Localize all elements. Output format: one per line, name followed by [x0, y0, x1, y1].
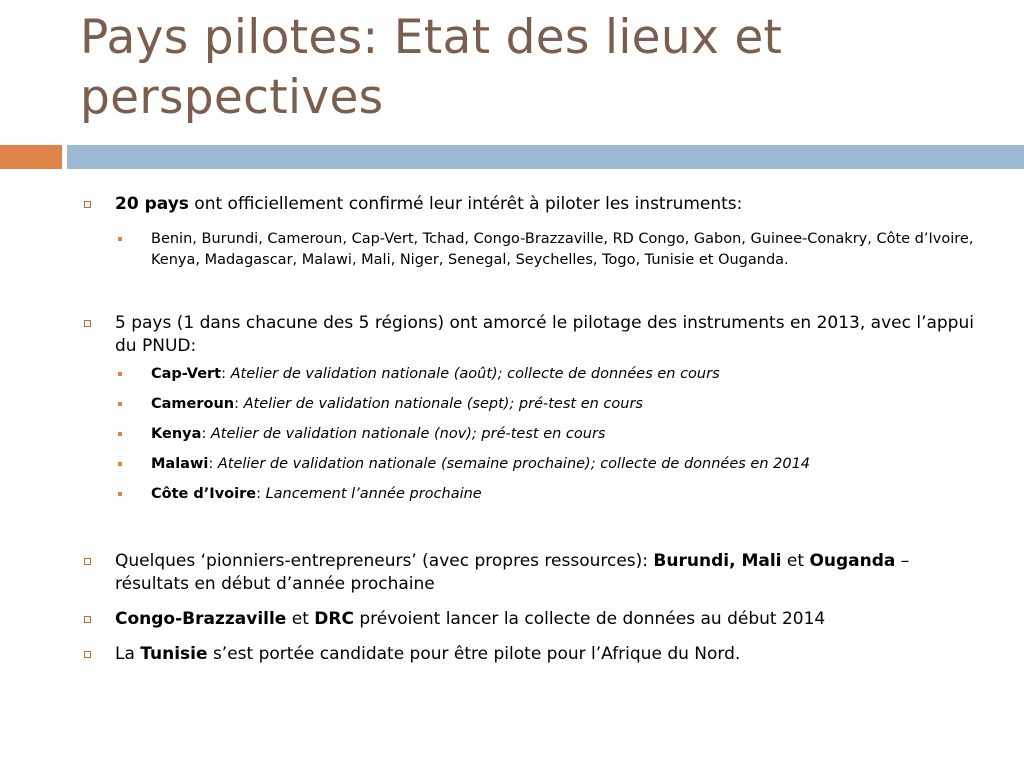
separator: :: [256, 486, 266, 502]
bullet-bold: Congo-Brazzaville: [115, 609, 287, 629]
title-rule-bar: [67, 145, 1024, 169]
country-name: Malawi: [151, 456, 209, 472]
filled-square-bullet-icon: [118, 462, 122, 466]
bullet-text: ont officiellement confirmé leur intérêt à piloter les instruments:: [188, 194, 743, 214]
square-bullet-icon: [84, 201, 91, 208]
bullet-text: s’est portée candidate pour être pilote pour l’Afrique du Nord.: [207, 644, 741, 664]
bullet-text: La: [115, 644, 141, 664]
slide-body: [84, 193, 984, 666]
bullet-text: prévoient lancer la collecte de données au début 2014: [353, 609, 826, 629]
bullet-bold: 20 pays: [115, 194, 189, 214]
country-status: Lancement l’année prochaine: [265, 486, 482, 502]
bullet-bold: Burundi, Mali: [653, 551, 782, 571]
sub-bullet-malawi: [115, 454, 984, 475]
country-name: Kenya: [151, 426, 202, 442]
square-bullet-icon: [84, 320, 91, 327]
bullet-bold: DRC: [314, 609, 354, 629]
slide-title: Pays pilotes: Etat des lieux et perspectives: [80, 10, 783, 125]
filled-square-bullet-icon: [118, 402, 122, 406]
bullet-bold: Tunisie: [140, 644, 208, 664]
country-list-text: Benin, Burundi, Cameroun, Cap-Vert, Tchad, Congo-Brazzaville, RD Congo, Gabon, Guinee-Conakry, Côte d’Ivoire, Kenya, Madagascar, Malawi, Mali, Niger, Senegal, Seychelles, Togo, Tunisie et Ouganda.: [151, 231, 974, 268]
separator: :: [234, 396, 244, 412]
filled-square-bullet-icon: [118, 372, 122, 376]
separator: :: [208, 456, 218, 472]
filled-square-bullet-icon: [118, 237, 122, 241]
title-rule-accent: [0, 145, 62, 169]
filled-square-bullet-icon: [118, 492, 122, 496]
bullet-text: et: [286, 609, 315, 629]
country-status: Atelier de validation nationale (nov); pré-test en cours: [210, 426, 606, 442]
filled-square-bullet-icon: [118, 432, 122, 436]
bullet-congo-drc: [84, 608, 984, 631]
separator: :: [221, 366, 231, 382]
square-bullet-icon: [84, 558, 91, 565]
sub-bullet-cap-vert: [115, 364, 984, 385]
bullet-text: Quelques ‘pionniers-entrepreneurs’ (avec propres ressources):: [115, 551, 654, 571]
country-status: Atelier de validation nationale (sept); pré-test en cours: [243, 396, 643, 412]
square-bullet-icon: [84, 616, 91, 623]
country-name: Cap-Vert: [151, 366, 222, 382]
country-status: Atelier de validation nationale (août); collecte de données en cours: [230, 366, 720, 382]
square-bullet-icon: [84, 651, 91, 658]
bullet-5-pays: [84, 312, 984, 358]
sub-bullet-country-list: [115, 229, 984, 271]
sub-bullet-cameroun: [115, 394, 984, 415]
sub-bullet-cote-divoire: [115, 484, 984, 505]
country-status: Atelier de validation nationale (semaine prochaine); collecte de données en 2014: [217, 456, 811, 472]
bullet-bold: Ouganda: [809, 551, 896, 571]
separator: :: [201, 426, 211, 442]
bullet-text: et: [781, 551, 810, 571]
sub-bullet-kenya: [115, 424, 984, 445]
bullet-pionniers: [84, 550, 984, 596]
bullet-text: 5 pays (1 dans chacune des 5 régions) ont amorcé le pilotage des instruments en 2013, avec l’appui du PNUD:: [115, 313, 974, 356]
country-name: Cameroun: [151, 396, 235, 412]
bullet-text: – résultats en début d’année prochaine: [115, 551, 910, 594]
bullet-tunisie: [84, 643, 984, 666]
bullet-20-pays: [84, 193, 984, 216]
country-name: Côte d’Ivoire: [151, 486, 257, 502]
